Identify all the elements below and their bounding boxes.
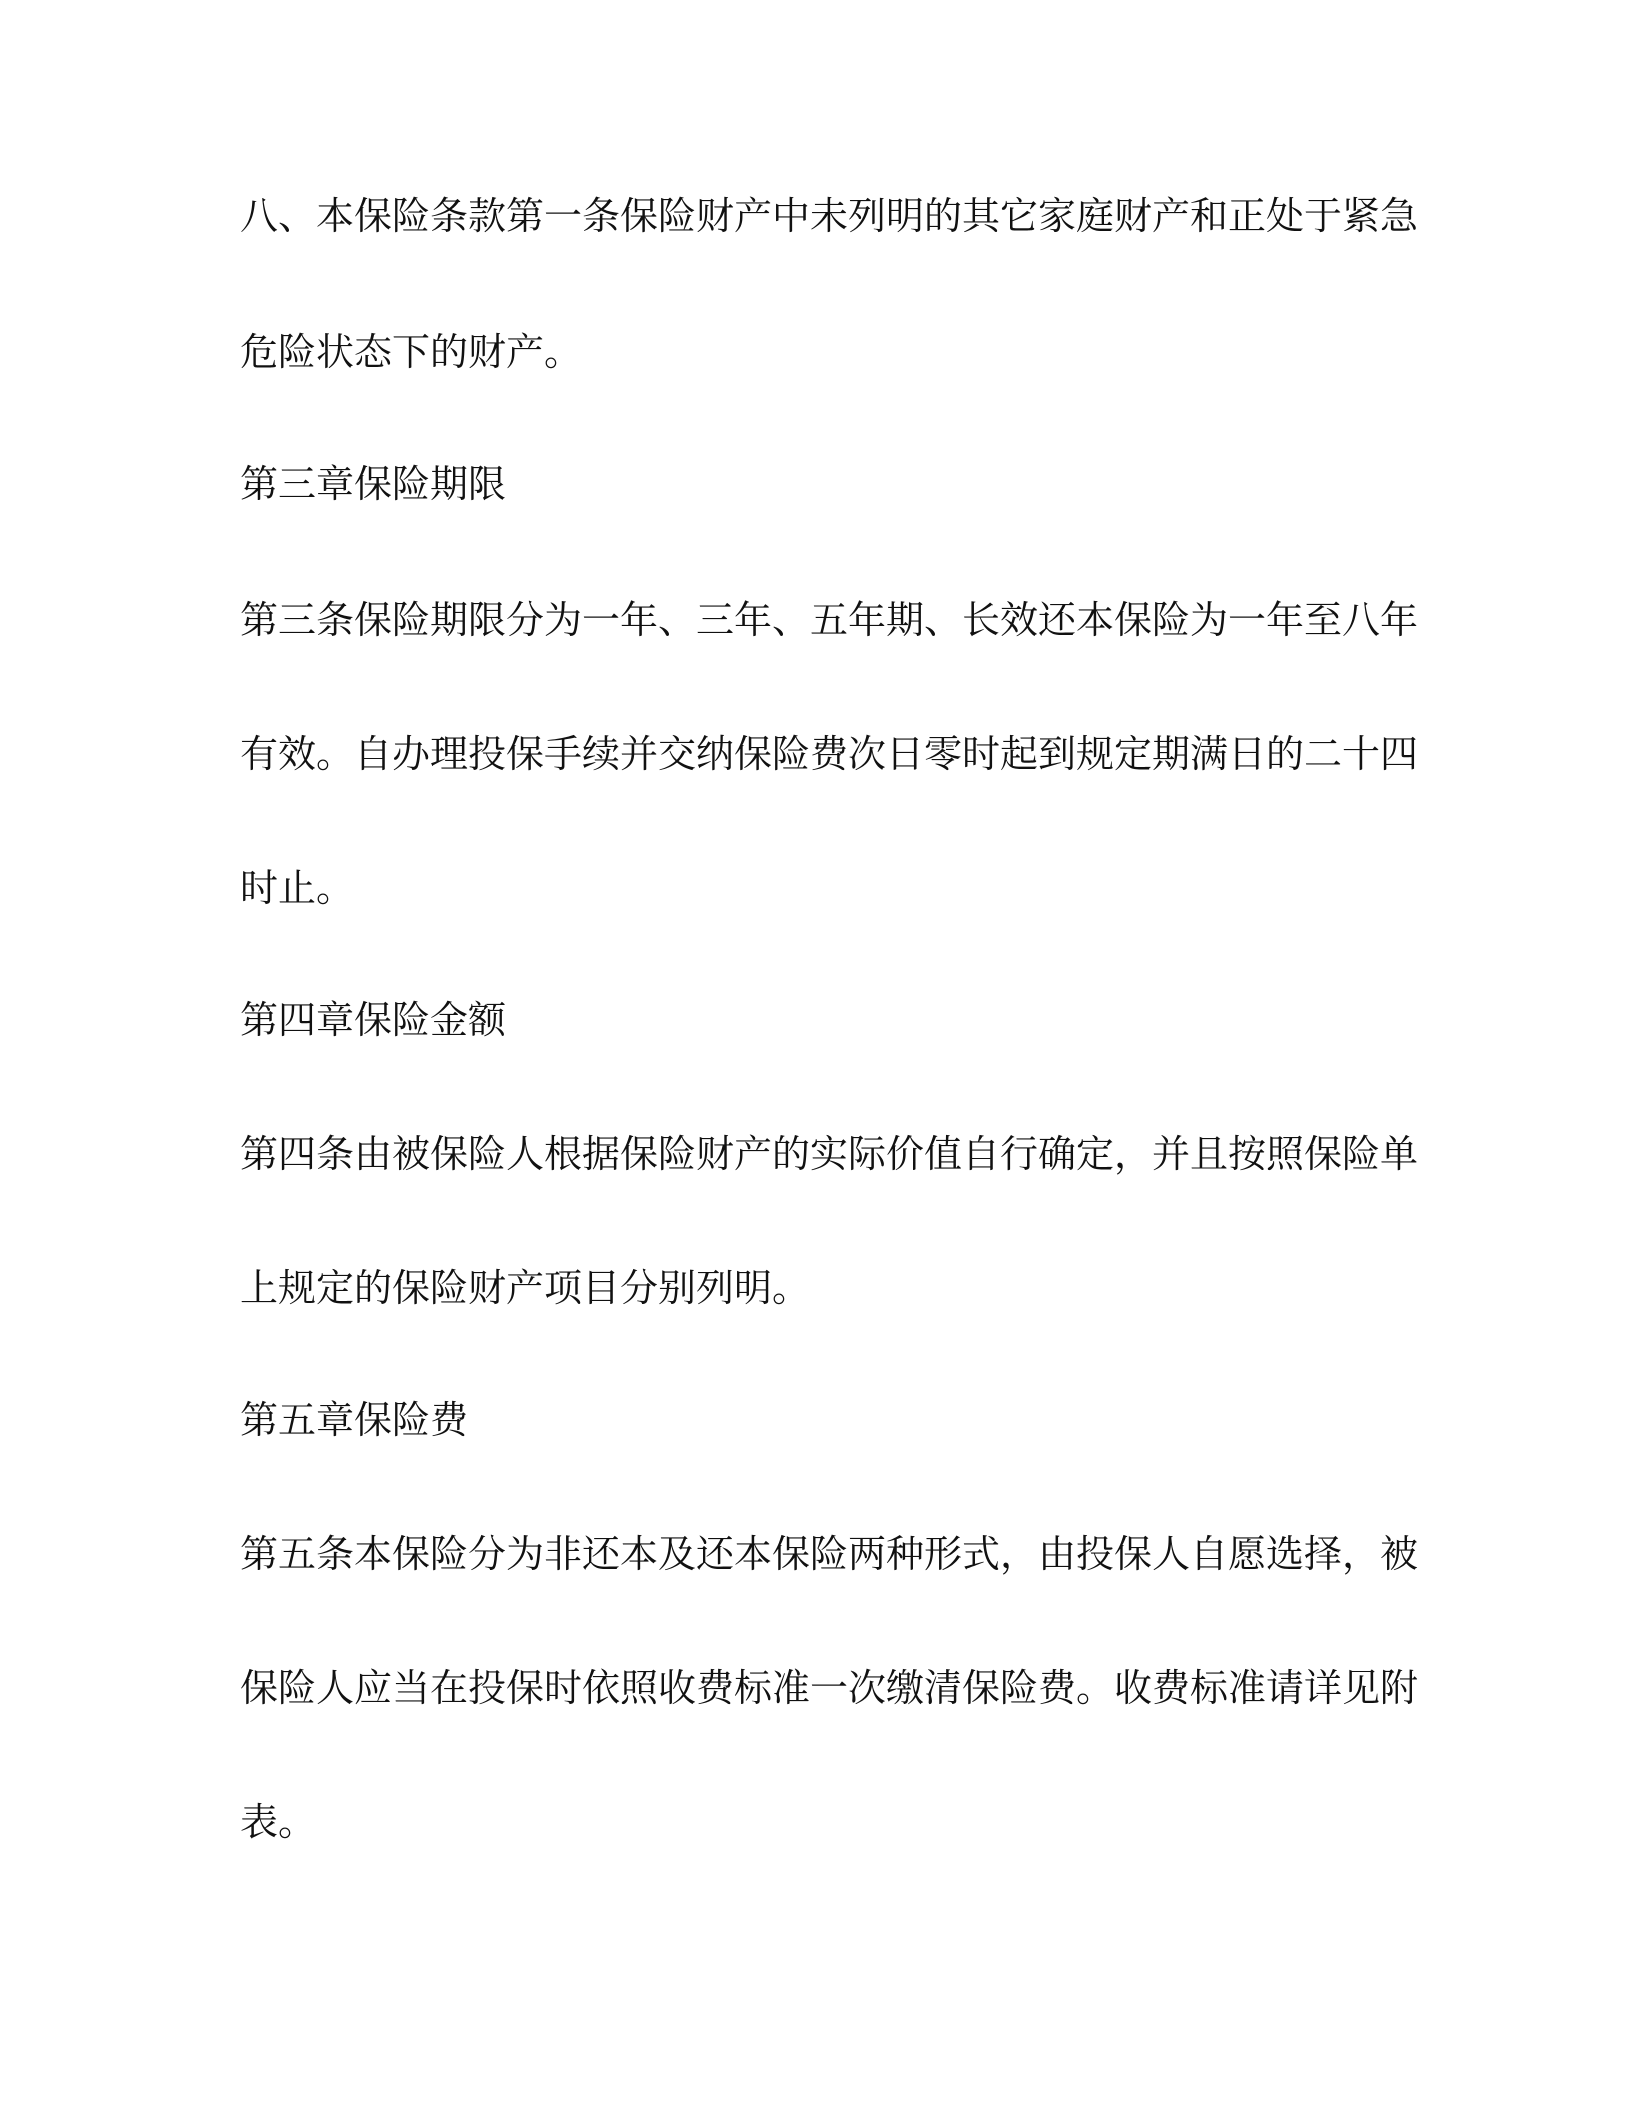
chapter-5-heading: 第五章保险费 bbox=[240, 1398, 469, 1442]
article-5-line-1: 第五条本保险分为非还本及还本保险两种形式，由投保人自愿选择，被 bbox=[240, 1532, 1419, 1576]
article-4-line-2: 上规定的保险财产项目分别列明。 bbox=[240, 1266, 811, 1310]
clause-8-line-2: 危险状态下的财产。 bbox=[240, 330, 583, 374]
chapter-3-heading: 第三章保险期限 bbox=[240, 462, 507, 506]
clause-8-line-1: 八、本保险条款第一条保险财产中未列明的其它家庭财产和正处于紧急 bbox=[240, 194, 1419, 238]
article-3-line-1: 第三条保险期限分为一年、三年、五年期、长效还本保险为一年至八年 bbox=[240, 598, 1419, 642]
article-3-line-3: 时止。 bbox=[240, 866, 355, 910]
article-3-line-2: 有效。自办理投保手续并交纳保险费次日零时起到规定期满日的二十四 bbox=[240, 732, 1419, 776]
article-5-line-3: 表。 bbox=[240, 1800, 317, 1844]
chapter-4-heading: 第四章保险金额 bbox=[240, 998, 507, 1042]
article-5-line-2: 保险人应当在投保时依照收费标准一次缴清保险费。收费标准请详见附 bbox=[240, 1666, 1419, 1710]
article-4-line-1: 第四条由被保险人根据保险财产的实际价值自行确定，并且按照保险单 bbox=[240, 1132, 1419, 1176]
